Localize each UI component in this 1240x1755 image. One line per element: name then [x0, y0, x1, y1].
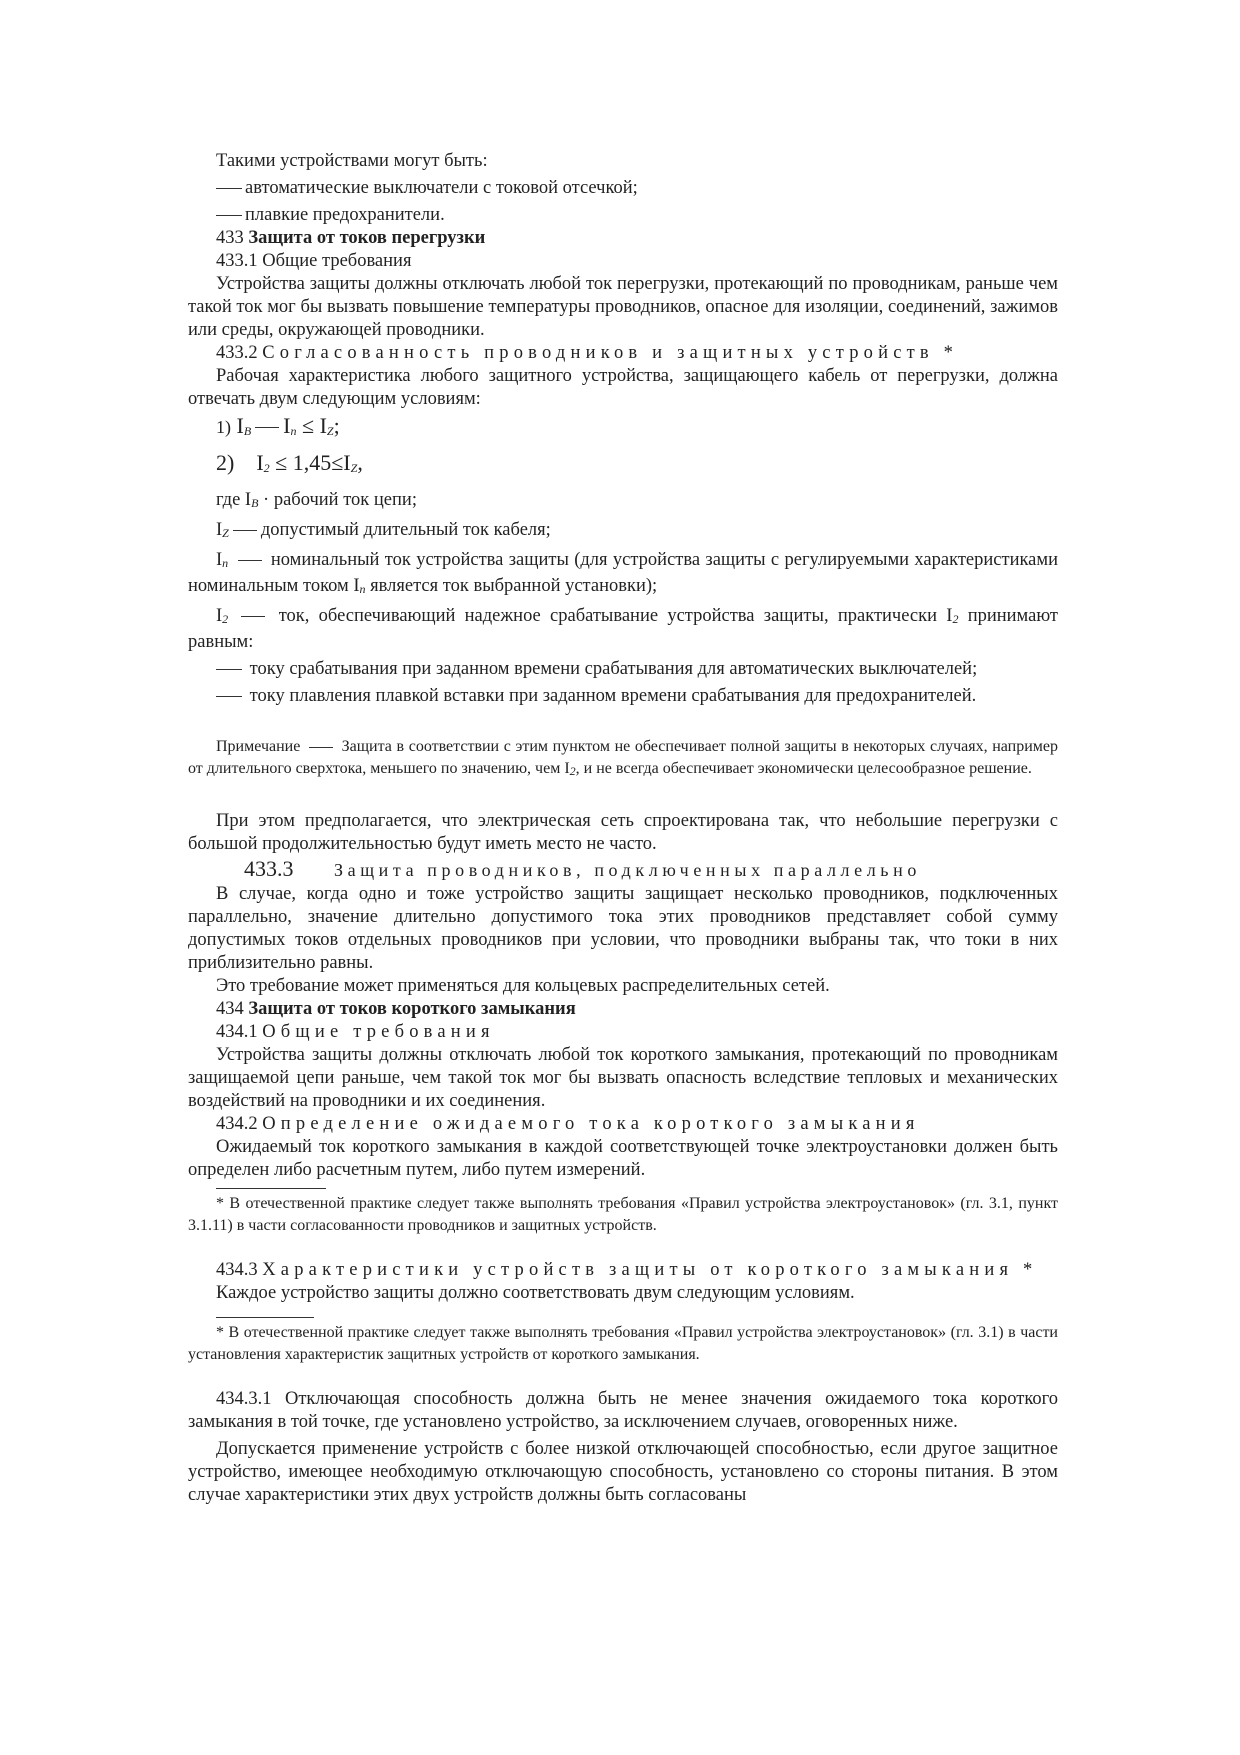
footnote: * В отечественной практике следует также выполнять требования «Правил устройства электроустановок» (гл. 3.1) в части установления характеристик защитных устройств от короткого замыкания. — [188, 1324, 1058, 1363]
paragraph: Каждое устройство защиты должно соответствовать двум следующим условиям. — [216, 1283, 855, 1303]
paragraph: Устройства защиты должны отключать любой ток короткого замыкания, протекающий по проводникам защищаемой цепи раньше, чем такой ток мог бы вызвать опасность вследствие тепловых и механических воздействий на проводники и их соединения. — [188, 1045, 1058, 1111]
section-heading-434-1: 434.1 Общие требования — [216, 1022, 495, 1042]
paragraph: При этом предполагается, что электрическая сеть спроектирована так, что небольшие перегрузки с большой продолжительностью будут иметь место не часто. — [188, 811, 1058, 854]
section-heading-434: 434 Защита от токов короткого замыкания — [216, 999, 576, 1019]
dash — [216, 188, 242, 189]
paragraph: В случае, когда одно и тоже устройство защиты защищает несколько проводников, подключенных параллельно, значение длительно допустимого тока этих проводников представляет собой сумму допустимых токов отдельных проводников при условии, что проводники выбраны так, что токи в них приблизительно равны. — [188, 884, 1058, 973]
paragraph: Это требование может применяться для кольцевых распределительных сетей. — [216, 976, 830, 996]
list-item: плавкие предохранители. — [188, 204, 1058, 227]
section-heading-434-3: 434.3 Характеристики устройств защиты от короткого замыкания * — [216, 1260, 1038, 1280]
section-heading-433-3: 433.3 Защита проводников, подключенных параллельно — [244, 856, 921, 881]
footnote: * В отечественной практике следует также выполнять требования «Правил устройства электроустановок» (гл. 3.1, пункт 3.1.11) в части согласованности проводников и защитных устройств. — [188, 1195, 1058, 1234]
definition-i2: $I_2$ ток, обеспечивающий надежное срабатывание устройства защиты, практически $I_2$ принимают равным: — [188, 606, 1059, 652]
section-heading-433-1: 433.1 Общие требования — [216, 251, 412, 271]
list-item: току срабатывания при заданном времени срабатывания для автоматических выключателей; — [188, 658, 1058, 681]
footnote-separator — [216, 1188, 326, 1189]
footnote-separator — [216, 1317, 314, 1318]
paragraph: Такими устройствами могут быть: — [216, 151, 488, 171]
paragraph: Устройства защиты должны отключать любой ток перегрузки, протекающий по проводникам, раньше чем такой ток мог бы вызвать повышение температуры проводников, опасное для изоляции, соединений, зажимов или среды, окружающей проводники. — [188, 274, 1058, 340]
section-heading-433-2: 433.2 Согласованность проводников и защитных устройств * — [216, 343, 959, 363]
section-heading-433: 433 Защита от токов перегрузки — [216, 228, 486, 248]
paragraph: Рабочая характеристика любого защитного устройства, защищающего кабель от перегрузки, должна отвечать двум следующим условиям: — [188, 366, 1058, 409]
definition-ib: где $I_B$ · рабочий ток цепи; — [216, 490, 417, 510]
list-item: току плавления плавкой вставки при заданном времени срабатывания для предохранителей. — [188, 685, 1058, 708]
paragraph: Ожидаемый ток короткого замыкания в каждой соответствующей точке электроустановки должен быть определен либо расчетным путем, либо путем измерений. — [188, 1137, 1058, 1180]
paragraph: Допускается применение устройств с более низкой отключающей способностью, если другое защитное устройство, имеющее необходимую отключающую способность, установлено со стороны питания. В этом случае характеристики этих двух устройств должны быть согласованы — [188, 1439, 1058, 1505]
definition-iz: $I_Z$ допустимый длительный ток кабеля; — [216, 520, 551, 540]
dash — [216, 215, 242, 216]
formula-1: 1) $I_B$ $I_n \le I_Z$; — [216, 413, 340, 438]
list-item: автоматические выключатели с токовой отсечкой; — [188, 177, 1058, 200]
note: Примечание Защита в соответствии с этим пунктом не обеспечивает полной защиты в некоторых случаях, например от длительного сверхтока, меньшего по значению, чем $I_2$, и не всегда обеспечивает экономически целесообразное решение. — [188, 738, 1059, 778]
definition-in: $I_n$ номинальный ток устройства защиты (для устройства защиты с регулируемыми характеристиками номинальным током $I_n$ является ток выбранной установки); — [188, 550, 1059, 596]
document-page — [188, 150, 1058, 1507]
paragraph: 434.3.1 Отключающая способность должна быть не менее значения ожидаемого тока короткого замыкания в той точке, где установлено устройство, за исключением случаев, оговоренных ниже. — [188, 1389, 1058, 1432]
formula-2: 2) $I_2 \le 1,45\le I_Z$, — [216, 450, 363, 475]
section-heading-434-2: 434.2 Определение ожидаемого тока короткого замыкания — [216, 1114, 920, 1134]
